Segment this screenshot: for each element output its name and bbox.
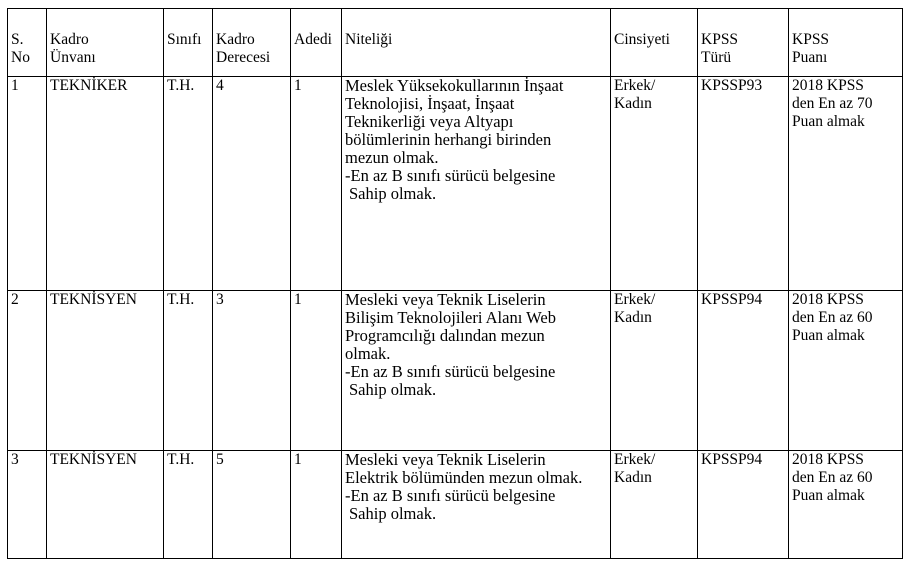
nitelik-line: -En az B sınıfı sürücü belgesine — [345, 486, 556, 505]
header-cell: Sınıfı — [164, 9, 213, 77]
niteligi — [342, 291, 611, 451]
nitelik-line: Teknikerliği veya Altyapı — [345, 112, 514, 131]
kpss-turu: KPSSP93 — [698, 77, 789, 291]
kadro-derecesi: 3 — [213, 291, 291, 451]
header-cell: Kadro Ünvanı — [47, 9, 164, 77]
nitelik-line: Bilişim Teknolojileri Alanı Web — [345, 308, 556, 327]
cinsiyeti: Erkek/ Kadın — [611, 291, 698, 451]
header-row — [8, 9, 903, 77]
adedi: 1 — [291, 451, 342, 559]
kadro-derecesi: 4 — [213, 77, 291, 291]
kpss-turu: KPSSP94 — [698, 451, 789, 559]
kpss-turu: KPSSP94 — [698, 291, 789, 451]
table-row — [8, 291, 903, 451]
row-number: 3 — [8, 451, 47, 559]
nitelik-line: -En az B sınıfı sürücü belgesine — [345, 362, 556, 381]
nitelik-line: Mesleki veya Teknik Liselerin — [345, 290, 546, 309]
nitelik-line: mezun olmak. — [345, 148, 439, 167]
kpss-puani: 2018 KPSS den En az 60 Puan almak — [789, 451, 903, 559]
cinsiyeti: Erkek/ Kadın — [611, 451, 698, 559]
nitelik-line: Sahip olmak. — [349, 504, 437, 523]
kadro-unvani: TEKNİSYEN — [47, 451, 164, 559]
kpss-puani: 2018 KPSS den En az 70 Puan almak — [789, 77, 903, 291]
kadro-unvani: TEKNİKER — [47, 77, 164, 291]
header-cell: KPSS Puanı — [789, 9, 903, 77]
adedi: 1 — [291, 77, 342, 291]
nitelik-line: Sahip olmak. — [349, 184, 437, 203]
nitelik-line: olmak. — [345, 344, 391, 363]
kadro-table — [7, 8, 903, 559]
kadro-derecesi: 5 — [213, 451, 291, 559]
nitelik-line: -En az B sınıfı sürücü belgesine — [345, 166, 556, 185]
header-cell: Cinsiyeti — [611, 9, 698, 77]
table-row — [8, 77, 903, 291]
nitelik-line: Elektrik bölümünden mezun olmak. — [345, 468, 583, 487]
header-cell: Niteliği — [342, 9, 611, 77]
nitelik-line: Programcılığı dalından mezun — [345, 326, 545, 345]
nitelik-line: Teknolojisi, İnşaat, İnşaat — [345, 94, 515, 113]
nitelik-line: Meslek Yüksekokullarının İnşaat — [345, 76, 564, 95]
sinifi: T.H. — [164, 77, 213, 291]
nitelik-line: bölümlerinin herhangi birinden — [345, 130, 552, 149]
niteligi — [342, 451, 611, 559]
header-cell: Kadro Derecesi — [213, 9, 291, 77]
adedi: 1 — [291, 291, 342, 451]
header-cell: S. No — [8, 9, 47, 77]
nitelik-line: Mesleki veya Teknik Liselerin — [345, 450, 546, 469]
kadro-unvani: TEKNİSYEN — [47, 291, 164, 451]
row-number: 2 — [8, 291, 47, 451]
header-cell: KPSS Türü — [698, 9, 789, 77]
sinifi: T.H. — [164, 291, 213, 451]
sinifi: T.H. — [164, 451, 213, 559]
table-row — [8, 451, 903, 559]
nitelik-line: Sahip olmak. — [349, 380, 437, 399]
header-cell: Adedi — [291, 9, 342, 77]
cinsiyeti: Erkek/ Kadın — [611, 77, 698, 291]
niteligi — [342, 77, 611, 291]
row-number: 1 — [8, 77, 47, 291]
kpss-puani: 2018 KPSS den En az 60 Puan almak — [789, 291, 903, 451]
